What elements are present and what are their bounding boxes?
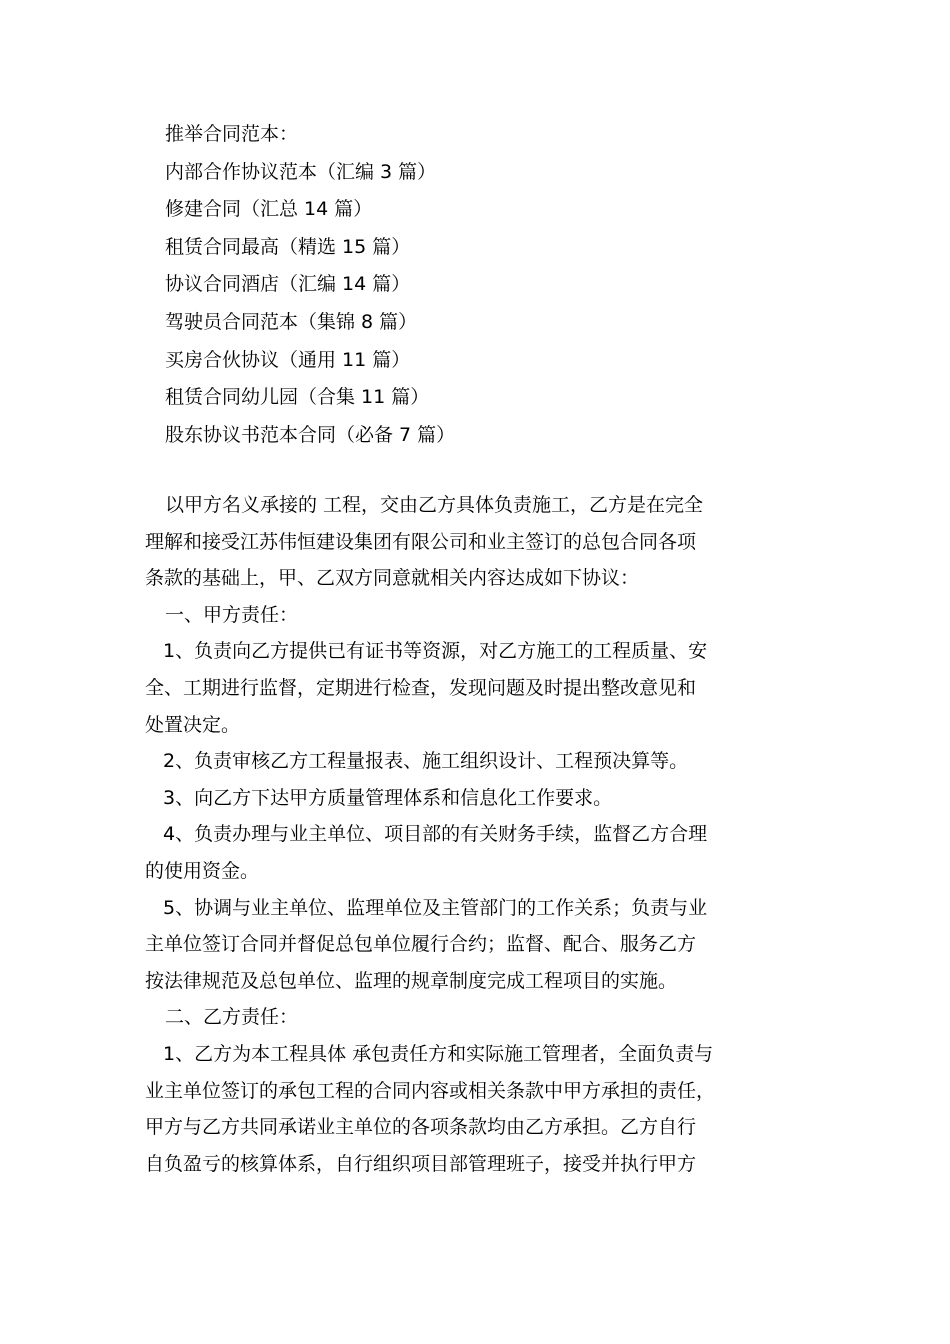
paragraph-line: 处置决定。 (145, 713, 241, 736)
recommended-item: 修建合同（汇总 14 篇） (165, 198, 373, 221)
paragraph-line: 自负盈亏的核算体系，自行组织项目部管理班子，接受并执行甲方 (145, 1152, 697, 1175)
paragraph-line: 1、乙方为本工程具体 承包责任方和实际施工管理者，全面负责与 (163, 1042, 714, 1065)
paragraph-line: 5、协调与业主单位、监理单位及主管部门的工作关系；负责与业 (163, 896, 708, 919)
paragraph-line: 以甲方名义承接的 工程，交由乙方具体负责施工，乙方是在完全 (165, 494, 704, 516)
recommended-item: 租赁合同最高（精选 15 篇） (165, 235, 411, 258)
paragraph-line: 4、负责办理与业主单位、项目部的有关财务手续，监督乙方合理 (163, 823, 708, 846)
paragraph-line: 2、负责审核乙方工程量报表、施工组织设计、工程预决算等。 (163, 750, 689, 773)
paragraph-line: 甲方与乙方共同承诺业主单位的各项条款均由乙方承担。乙方自行 (145, 1116, 697, 1139)
recommended-item: 股东协议书范本合同（必备 7 篇） (165, 423, 456, 446)
paragraph-line: 条款的基础上，甲、乙双方同意就相关内容达成如下协议： (145, 567, 640, 590)
recommended-item: 协议合同酒店（汇编 14 篇） (165, 273, 411, 296)
section-heading: 一、甲方责任： (165, 603, 299, 626)
agreement-body (145, 487, 810, 1182)
recommended-heading: 推举合同范本： (165, 123, 299, 145)
recommended-item: 驾驶员合同范本（集锦 8 篇） (165, 310, 418, 333)
paragraph-line: 的使用资金。 (145, 859, 260, 882)
paragraph-line: 主单位签订合同并督促总包单位履行合约；监督、配合、服务乙方 (145, 933, 697, 956)
section-heading: 二、乙方责任： (165, 1006, 299, 1029)
paragraph-line: 理解和接受江苏伟恒建设集团有限公司和业主签订的总包合同各项 (145, 530, 697, 553)
paragraph-line: 业主单位签订的承包工程的合同内容或相关条款中甲方承担的责任， (145, 1079, 716, 1102)
paragraph-line: 按法律规范及总包单位、监理的规章制度完成工程项目的实施。 (145, 969, 678, 992)
recommended-item: 租赁合同幼儿园（合集 11 篇） (165, 386, 430, 409)
recommended-contracts-list (165, 116, 865, 454)
recommended-item: 买房合伙协议（通用 11 篇） (165, 348, 411, 371)
paragraph-line: 全、工期进行监督，定期进行检查，发现问题及时提出整改意见和 (145, 676, 697, 699)
recommended-item: 内部合作协议范本（汇编 3 篇） (165, 160, 437, 183)
paragraph-line: 1、负责向乙方提供已有证书等资源，对乙方施工的工程质量、安 (163, 640, 708, 663)
paragraph-line: 3、向乙方下达甲方质量管理体系和信息化工作要求。 (163, 786, 613, 809)
